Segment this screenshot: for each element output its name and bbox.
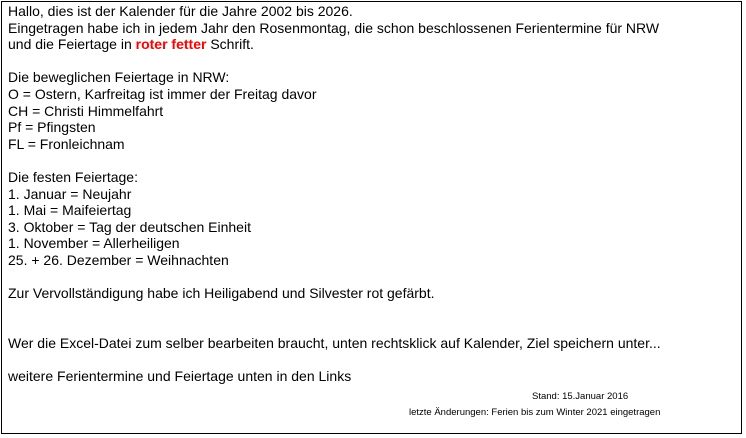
fixed-holiday-item: 1. Januar = Neujahr bbox=[8, 185, 132, 202]
spacer bbox=[8, 269, 661, 286]
fixed-holiday-item: 1. Mai = Maifeiertag bbox=[8, 202, 132, 219]
calendar-info-text bbox=[8, 3, 661, 385]
red-bold-highlight: roter fetter bbox=[135, 36, 207, 53]
links-note: weitere Ferientermine und Feiertage unten in den Links bbox=[8, 368, 352, 385]
spacer bbox=[8, 152, 661, 169]
fixed-holiday-item: 3. Oktober = Tag der deutschen Einheit bbox=[8, 218, 251, 235]
fixed-holiday-item: 1. November = Allerheiligen bbox=[8, 235, 180, 252]
movable-holidays-heading: Die beweglichen Feiertage in NRW: bbox=[8, 69, 230, 86]
intro-line-3-after: Schrift. bbox=[206, 36, 254, 53]
fixed-holidays-heading: Die festen Feiertage: bbox=[8, 168, 138, 185]
spacer bbox=[8, 53, 661, 70]
movable-holiday-item: O = Ostern, Karfreitag ist immer der Freitag davor bbox=[8, 85, 317, 102]
movable-holiday-item: Pf = Pfingsten bbox=[8, 119, 96, 136]
intro-line-1: Hallo, dies ist der Kalender für die Jahre 2002 bis 2026. bbox=[8, 3, 353, 19]
movable-holiday-item: CH = Christi Himmelfahrt bbox=[8, 102, 164, 119]
movable-holiday-item: FL = Fronleichnam bbox=[8, 135, 125, 152]
fixed-holiday-item: 25. + 26. Dezember = Weihnachten bbox=[8, 251, 229, 268]
last-changes-note: letzte Änderungen: Ferien bis zum Winter 2021 eingetragen bbox=[409, 407, 661, 418]
spacer bbox=[8, 351, 661, 368]
completion-note: Zur Vervollständigung habe ich Heiligabend und Silvester rot gefärbt. bbox=[8, 285, 435, 302]
spacer bbox=[8, 302, 661, 335]
intro-line-3-before: und die Feiertage in bbox=[8, 36, 136, 53]
excel-download-note: Wer die Excel-Datei zum selber bearbeiten braucht, unten rechtsklick auf Kalender, Ziel speichern unter... bbox=[8, 334, 661, 351]
intro-line-2: Eingetragen habe ich in jedem Jahr den Rosenmontag, die schon beschlossenen Ferientermine für NRW bbox=[8, 19, 660, 36]
stand-date: Stand: 15.Januar 2016 bbox=[532, 391, 629, 402]
intro-line-3 bbox=[8, 36, 661, 53]
